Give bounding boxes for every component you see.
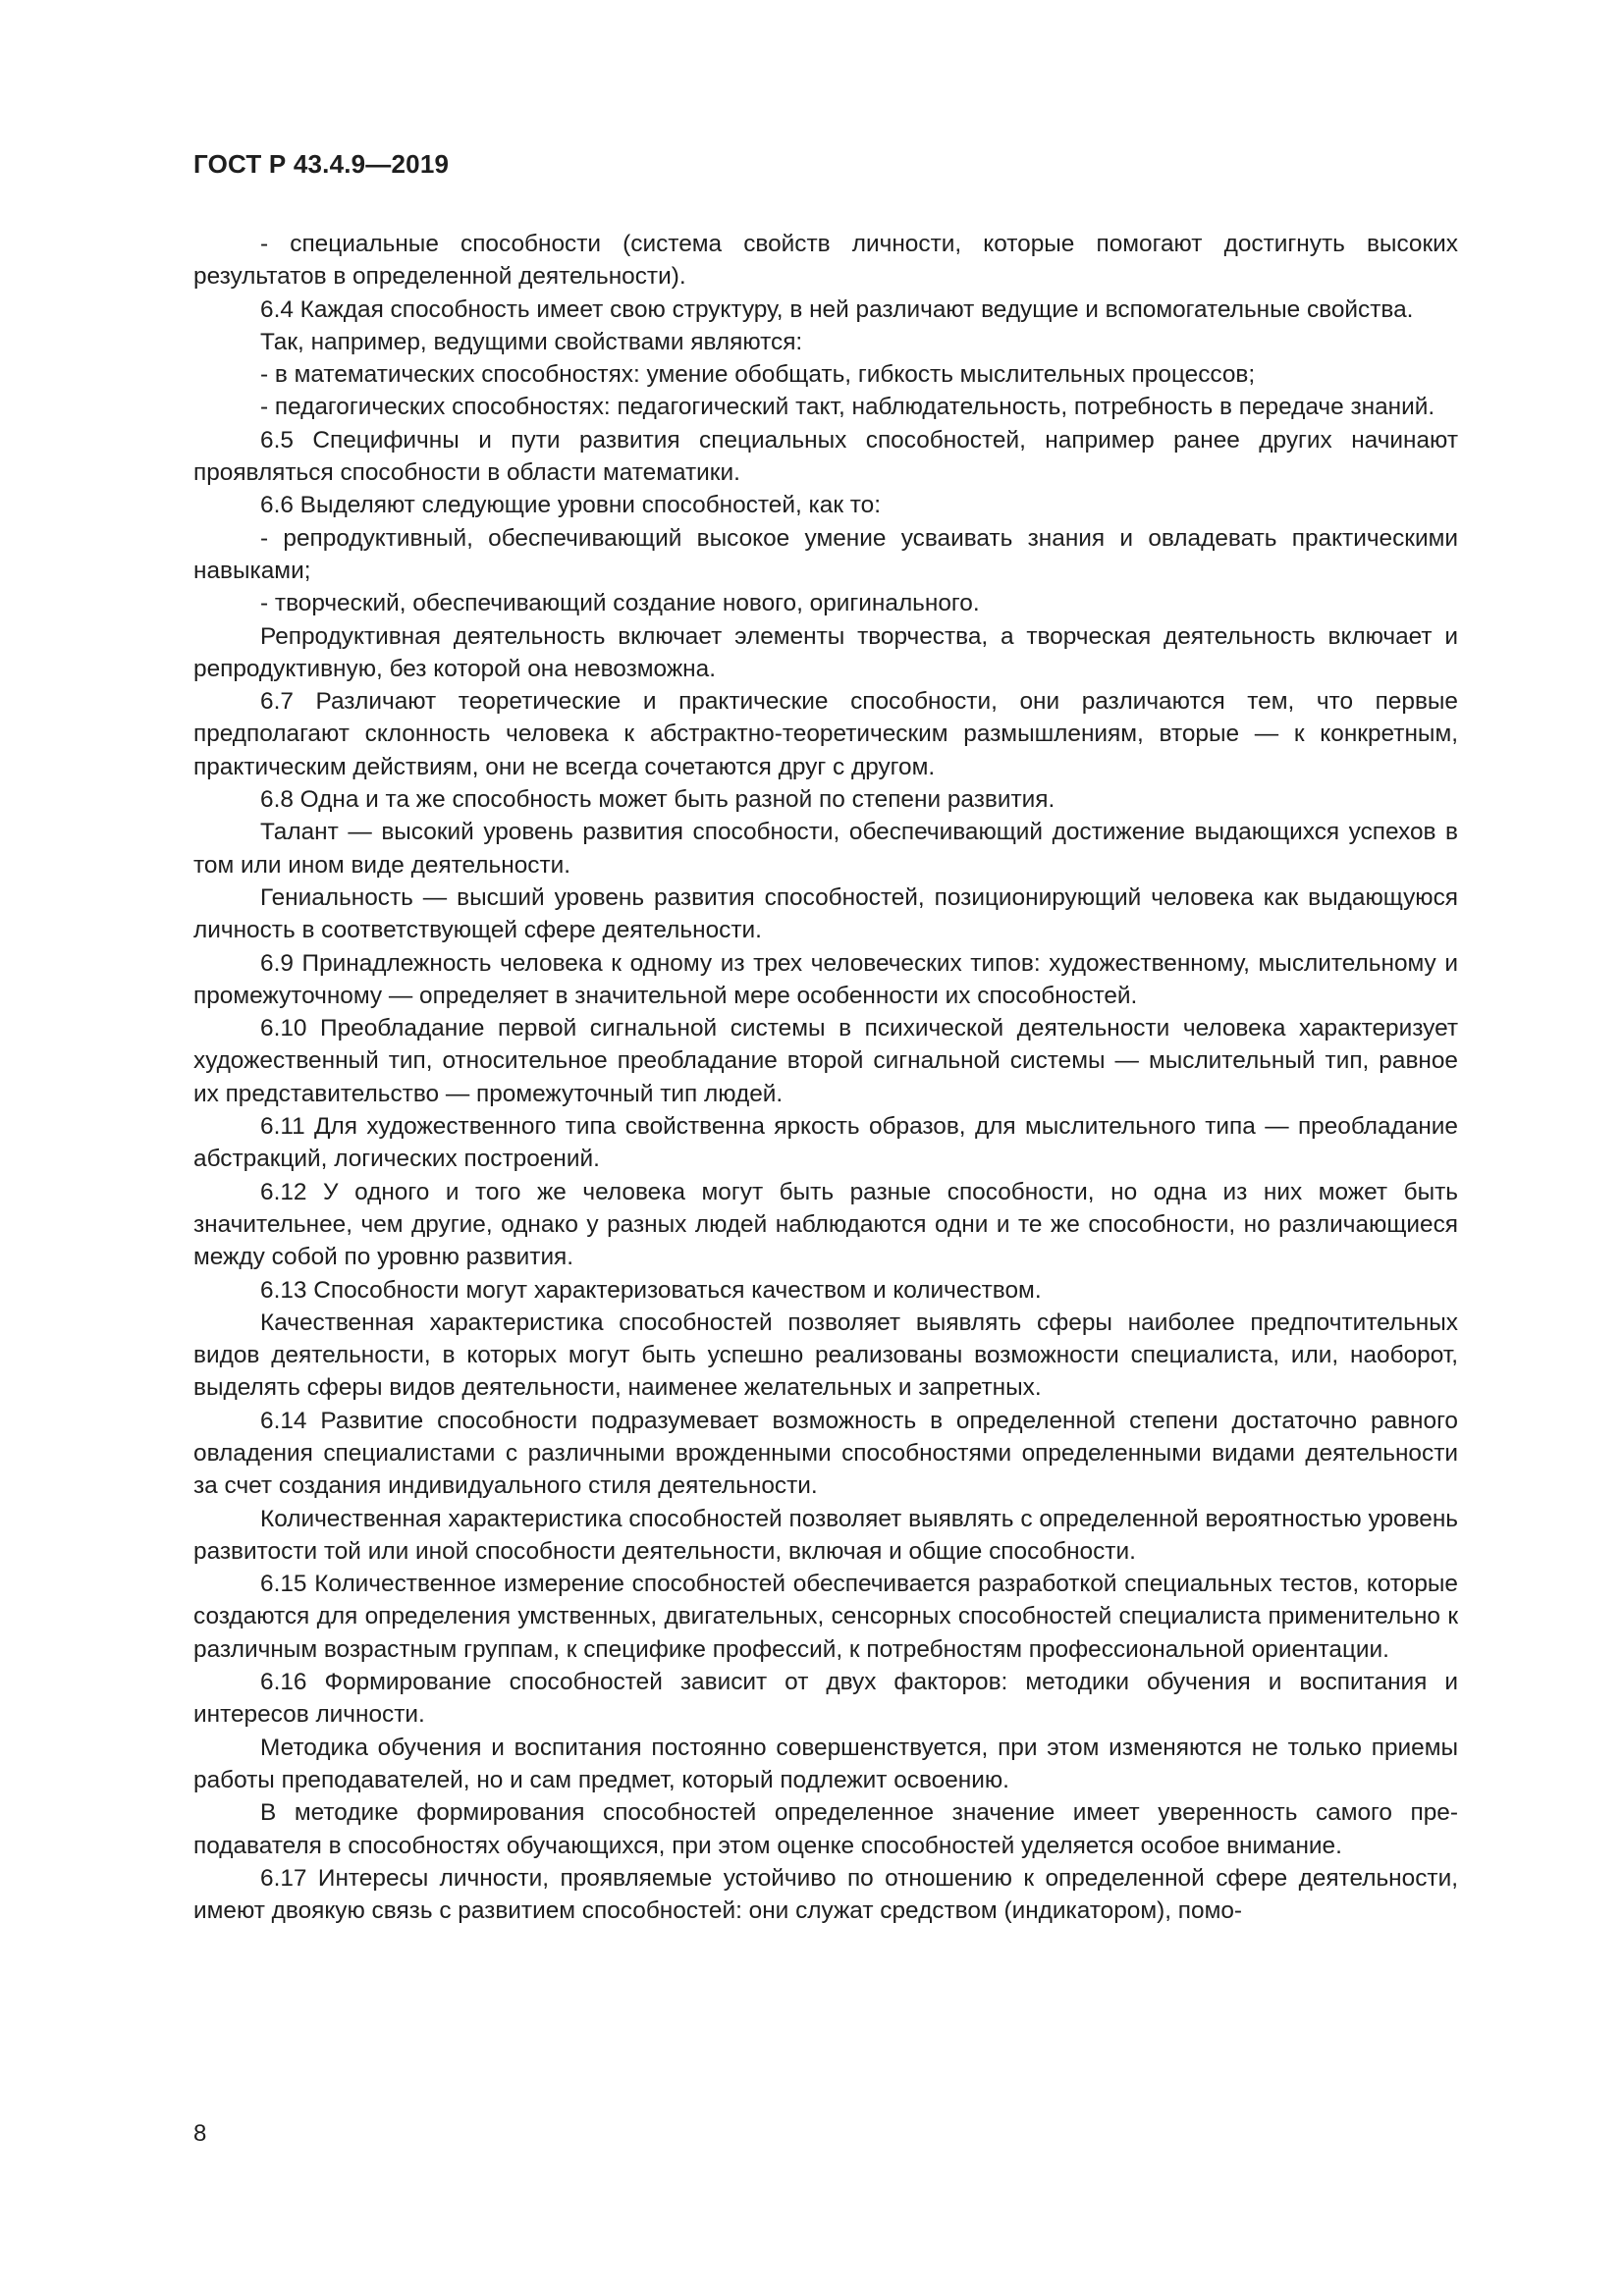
paragraph: - в математических способностях: умение обобщать, гибкость мыслительных процессов; xyxy=(260,361,1256,389)
paragraph: - творческий, обеспечивающий создание нового, оригинального. xyxy=(260,590,980,617)
paragraph: 6.8 Одна и та же способность может быть разной по степени развития. xyxy=(260,786,1056,814)
paragraph: В методике формирования способностей определенное значение имеет уверенность самого преподавателя в способностях обучающихся, при этом оценке способностей уделяется особое внимание. xyxy=(193,1799,1458,1859)
paragraph: Гениальность — высший уровень развития способностей, позиционирующий человека как выдающуюся личность в соответствующей сфере деятельности. xyxy=(193,883,1458,944)
paragraph: 6.12 У одного и того же человека могут быть разные способности, но одна из них может быть значительнее, чем другие, однако у разных людей наблюдаются одни и те же способности, но различающиеся между собой по уровню развития. xyxy=(193,1178,1458,1271)
paragraph: - специальные способности (система свойств личности, которые помогают достигнуть высоких результатов в определенной деятельности). xyxy=(193,231,1458,291)
paragraph: 6.10 Преобладание первой сигнальной системы в психической деятельности человека характеризует художественный тип, относительное преобладание второй сигнальной системы — мыслительный тип, равное их представительство — промежуточный тип людей. xyxy=(193,1015,1458,1107)
document-body xyxy=(193,228,1458,1927)
paragraph: 6.13 Способности могут характеризоваться качеством и количеством. xyxy=(260,1276,1042,1304)
paragraph: 6.15 Количественное измерение способностей обеспечивается разработкой специальных тестов, которые создаются для определения умственных, двигательных, сенсорных способностей специалиста применительно к различным возрастным группам, к специфике профессий, к потребностям профессиональной ориентации. xyxy=(193,1571,1458,1663)
paragraph: Качественная характеристика способностей позволяет выявлять сферы наиболее предпочтительных видов деятельности, в которых могут быть успешно реализованы возможности специалиста, или, наоборот, выделять сферы видов деятельности, наименее желательных и запретных. xyxy=(193,1308,1458,1402)
paragraph: 6.17 Интересы личности, проявляемые устойчиво по отношению к определенной сфере деятельности, имеют двоякую связь с развитием способностей: они служат средством (индикатором), помо- xyxy=(193,1864,1458,1925)
paragraph: 6.7 Различают теоретические и практические способности, они различаются тем, что первые предполагают склонность человека к абстрактно-теоретическим размышлениям, вторые — к конкретным, практическим действиям, они не всегда сочетаются друг с другом. xyxy=(193,688,1458,780)
paragraph: 6.16 Формирование способностей зависит от двух факторов: методики обучения и воспитания и интересов личности. xyxy=(193,1669,1458,1729)
paragraph: 6.5 Специфичны и пути развития специальных способностей, например ранее других начинают проявляться способности в области математики. xyxy=(193,426,1458,487)
paragraph: Так, например, ведущими свойствами являются: xyxy=(260,328,803,355)
paragraph: Талант — высокий уровень развития способности, обеспечивающий достижение выдающихся успехов в том или ином виде деятельности. xyxy=(193,819,1458,879)
paragraph: 6.6 Выделяют следующие уровни способностей, как то: xyxy=(260,492,882,519)
standard-code-header: ГОСТ Р 43.4.9—2019 xyxy=(193,149,450,179)
paragraph: 6.14 Развитие способности подразумевает возможность в определенной степени достаточно равного овладения специалистами с различными врожденными способностями определенными видами деятельности за счет создания индивидуального стиля деятельности. xyxy=(193,1407,1458,1500)
page-number: 8 xyxy=(193,2120,207,2147)
paragraph: Репродуктивная деятельность включает элементы творчества, а творческая деятельность включает и репродуктивную, без которой она невозможна. xyxy=(193,622,1458,682)
paragraph: Количественная характеристика способностей позволяет выявлять с определенной вероятностью уровень развитости той или иной способности деятельности, включая и общие способности. xyxy=(193,1505,1458,1565)
paragraph: 6.11 Для художественного типа свойственна яркость образов, для мыслительного типа — преобладание абстракций, логических построений. xyxy=(193,1113,1458,1173)
paragraph: 6.9 Принадлежность человека к одному из трех человеческих типов: художественному, мыслительному и промежуточному — определяет в значительной мере особенности их способностей. xyxy=(193,949,1458,1009)
paragraph: Методика обучения и воспитания постоянно совершенствуется, при этом изменяются не только приемы работы преподавателей, но и сам предмет, который подлежит освоению. xyxy=(193,1734,1458,1793)
paragraph: - репродуктивный, обеспечивающий высокое умение усваивать знания и овладевать практическими навыками; xyxy=(193,524,1458,584)
paragraph: 6.4 Каждая способность имеет свою структуру, в ней различают ведущие и вспомогательные свойства. xyxy=(260,295,1414,323)
paragraph: - педагогических способностях: педагогический такт, наблюдательность, потребность в передаче знаний. xyxy=(260,394,1435,421)
